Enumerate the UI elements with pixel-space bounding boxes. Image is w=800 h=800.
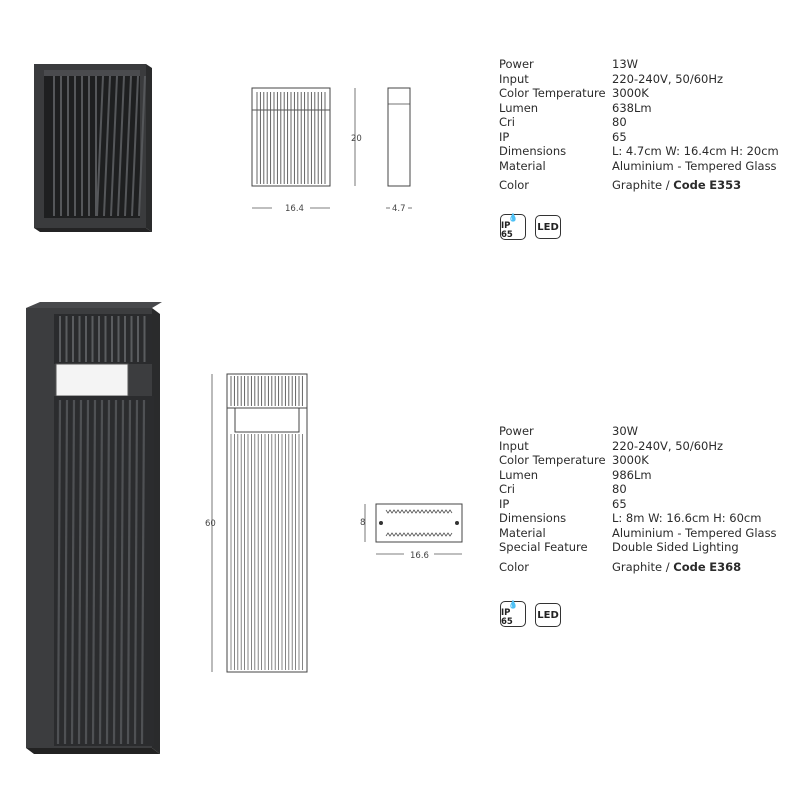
product-2-drawing [200, 370, 480, 680]
product-1-dim-width: 16.4 [285, 204, 304, 214]
spec-row [499, 57, 779, 72]
spec-row [499, 540, 777, 555]
spec-value: 65 [612, 496, 627, 511]
color-value [612, 178, 741, 193]
spec-label: Color Temperature [499, 453, 606, 467]
spec-label: Power [499, 57, 534, 71]
spec-label: Cri [499, 482, 515, 496]
code-label: Code [673, 559, 706, 574]
spec-value: 3000K [612, 86, 649, 100]
spec-value: 30W [612, 424, 639, 438]
spec-label: Lumen [499, 467, 539, 482]
product-1-dim-height: 20 [351, 134, 362, 144]
product-2-dim-height: 60 [205, 519, 216, 529]
spec-label: IP [499, 129, 510, 144]
spec-row [499, 453, 777, 468]
spec-label: Dimensions [499, 511, 567, 525]
product-2-dim-depth: 8 [360, 518, 366, 528]
led-badge-label: LED [537, 609, 559, 621]
product-code: E368 [709, 559, 742, 574]
color-row [499, 178, 779, 193]
spec-row [499, 72, 779, 87]
spec-value: L: 8m W: 16.6cm H: 60cm [612, 511, 762, 525]
color-row [499, 560, 777, 575]
product-1-led-badge [535, 215, 561, 239]
product-code: E353 [709, 178, 742, 192]
spec-value: 80 [612, 115, 627, 129]
spec-row [499, 130, 779, 145]
spec-row [499, 511, 777, 526]
spec-row [499, 526, 777, 541]
spec-value: 80 [612, 482, 627, 496]
spec-row [499, 439, 777, 454]
spec-label: Power [499, 424, 534, 438]
spec-label: Lumen [499, 100, 539, 115]
spec-value: 3000K [612, 453, 649, 467]
spec-label: Color Temperature [499, 86, 606, 100]
color-label: Color [499, 559, 530, 574]
spec-value: Double Sided Lighting [612, 540, 739, 554]
spec-row [499, 482, 777, 497]
product-1-dim-depth: 4.7 [392, 204, 406, 214]
water-drop-icon: 💧 [508, 213, 518, 222]
spec-label: Input [499, 438, 529, 453]
water-drop-icon: 💧 [508, 600, 518, 609]
spec-label: Dimensions [499, 144, 567, 158]
product-1-ip65-badge [500, 214, 526, 240]
spec-value: 220-240V, 50/60Hz [612, 438, 724, 453]
product-2-specs [499, 424, 777, 574]
product-1-drawing [240, 80, 430, 220]
spec-row [499, 497, 777, 512]
spec-value: Aluminium - Tempered Glass [612, 525, 777, 540]
spec-label: Material [499, 158, 546, 173]
spec-row [499, 144, 779, 159]
spec-label: Material [499, 525, 546, 540]
spec-label: Input [499, 71, 529, 86]
spec-row [499, 424, 777, 439]
product-1-specs [499, 57, 779, 193]
spec-value: 220-240V, 50/60Hz [612, 71, 724, 86]
spec-label: IP [499, 496, 510, 511]
spec-label: Cri [499, 115, 515, 129]
spec-value: L: 4.7cm W: 16.4cm H: 20cm [612, 144, 779, 158]
product-2-dim-width: 16.6 [410, 551, 429, 561]
spec-row [499, 86, 779, 101]
product-2-photo [20, 300, 170, 760]
ip-badge-label: IP 65 [501, 608, 513, 627]
spec-label: Special Feature [499, 540, 588, 554]
spec-value: 13W [612, 57, 639, 71]
spec-row [499, 468, 777, 483]
ip-badge-label: IP 65 [501, 221, 513, 240]
spec-row [499, 159, 779, 174]
led-badge-label: LED [537, 221, 559, 233]
product-2-ip65-badge [500, 601, 526, 627]
spec-value: 986Lm [612, 467, 652, 482]
spec-value: 65 [612, 129, 627, 144]
color-name: Graphite / [612, 178, 670, 192]
spec-row [499, 115, 779, 130]
code-label: Code [673, 178, 706, 192]
product-2-led-badge [535, 603, 561, 627]
spec-value: 638Lm [612, 100, 652, 115]
spec-value: Aluminium - Tempered Glass [612, 158, 777, 173]
color-label: Color [499, 178, 530, 192]
color-name: Graphite / [612, 559, 670, 574]
color-value [612, 560, 741, 575]
product-1-photo [28, 58, 156, 236]
spec-row [499, 101, 779, 116]
